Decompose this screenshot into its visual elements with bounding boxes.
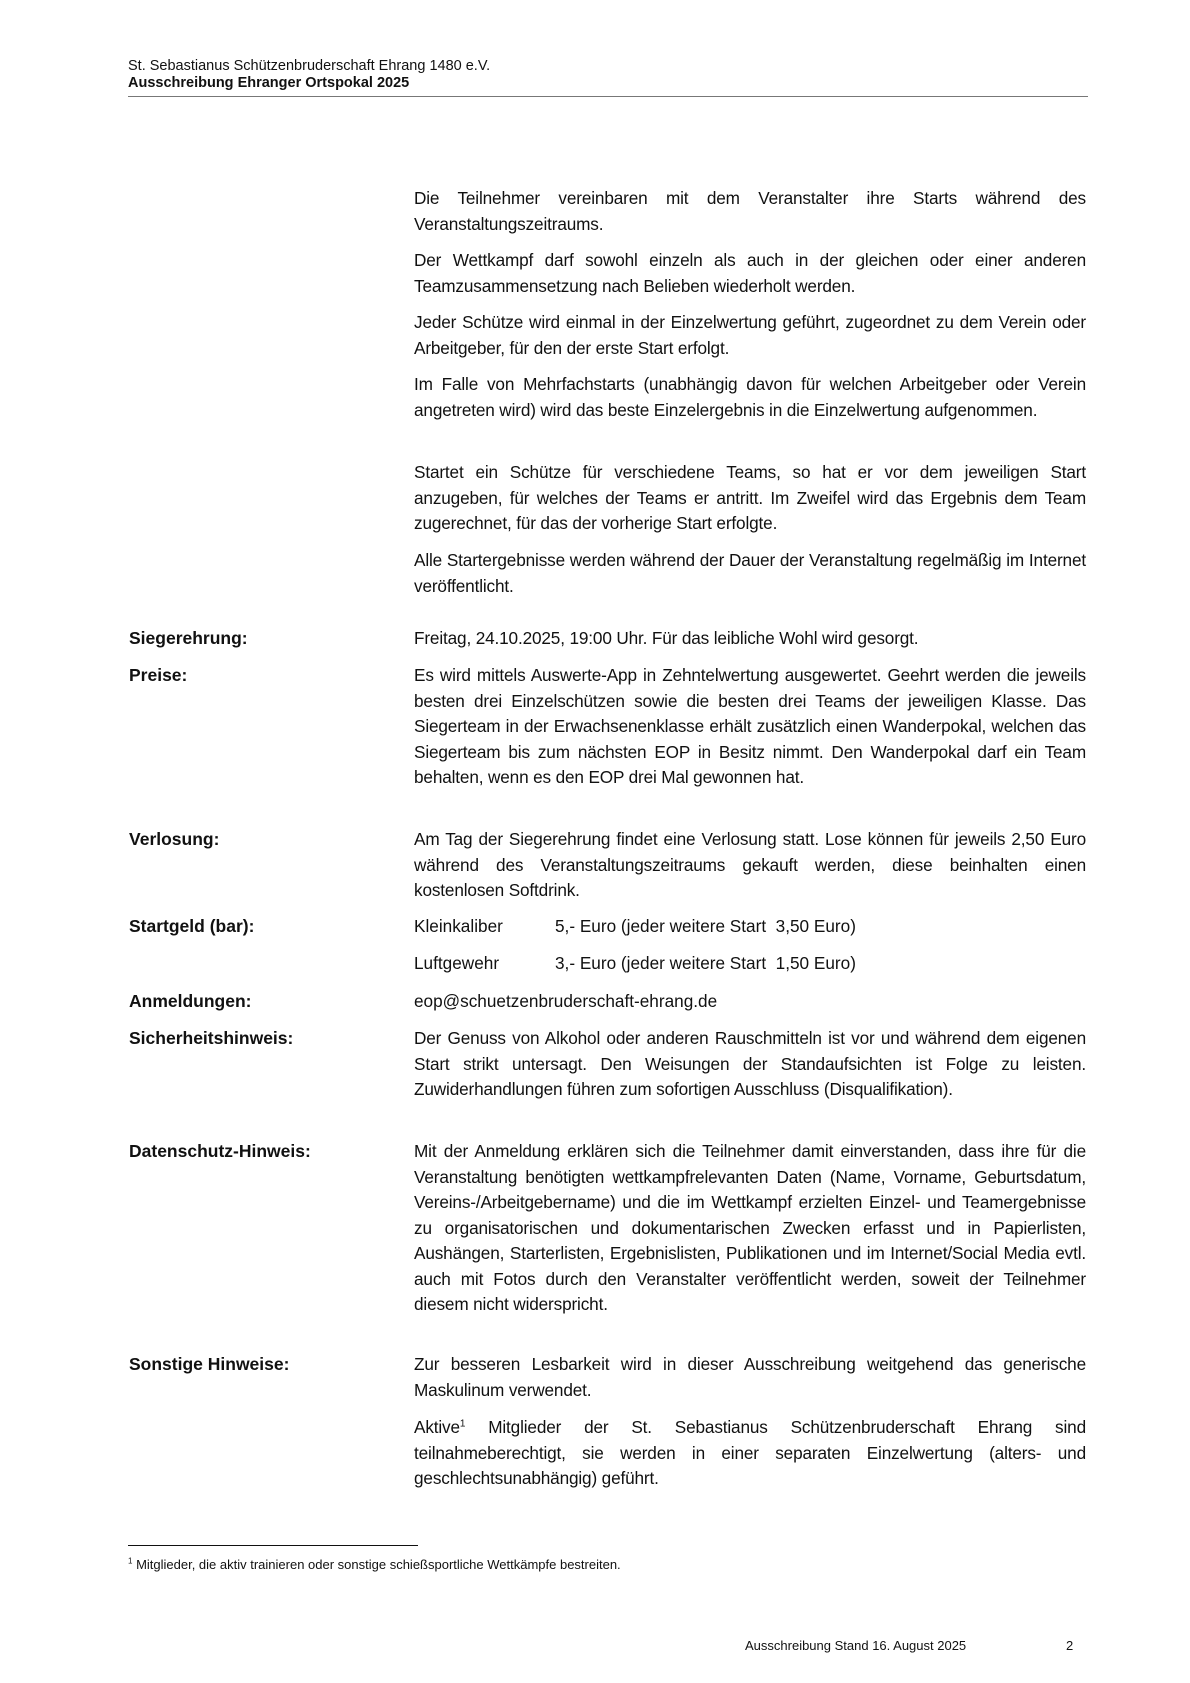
footnote-marker: 1 [128,1556,133,1566]
footer-stand: Ausschreibung Stand 16. August 2025 [745,1638,967,1653]
section-label-siegerehrung: Siegerehrung: [129,628,248,648]
fee-row-luftgewehr [414,951,856,976]
intro-paragraph: Die Teilnehmer vereinbaren mit dem Veranstalter ihre Starts während des Veranstaltungszeitraums. [414,188,1086,234]
page-number: 2 [1066,1638,1074,1653]
section-label-startgeld: Startgeld (bar): [129,916,255,936]
intro-paragraph: Im Falle von Mehrfachstarts (unabhängig davon für welchen Arbeitgeber oder Verein angetreten wird) wird das beste Einzelergebnis in die Einzelwertung aufgenommen. [414,374,1086,420]
fee-kind: Kleinkaliber [414,916,503,936]
footnote-text: Mitglieder, die aktiv trainieren oder sonstige schießsportliche Wettkämpfe bestreiten. [132,1557,621,1572]
section-label-sicherheit: Sicherheitshinweis: [129,1028,294,1048]
sonstige-rest: Mitglieder der St. Sebastianus Schützenbruderschaft Ehrang sind teilnahmeberechtigt, sie werden in einer separaten Einzelwertung (alters- und geschlechtsunabhängig) geführt. [414,1417,1086,1488]
verlosung-text: Am Tag der Siegerehrung findet eine Verlosung statt. Lose können für jeweils 2,50 Euro während des Veranstaltungszeitraums gekauft werden, diese beinhalten einen kostenlosen Softdrink. [414,829,1086,900]
datenschutz-text: Mit der Anmeldung erklären sich die Teilnehmer damit einverstanden, dass ihre für die Veranstaltung benötigten wettkampfrelevanten Daten (Name, Vorname, Geburtsdatum, Vereins-/Arbeitgebername) und die im Wettkampf erzielten Einzel- und Teamergebnisse zu organisatorischen und dokumentarischen Zwecken erfasst und in Papierlisten, Aushängen, Starterlisten, Ergebnislisten, Publikationen und im Internet/Social Media evtl. auch mit Fotos durch den Veranstalter veröffentlicht werden, soweit der Teilnehmer diesem nicht widerspricht. [414,1141,1086,1314]
sonstige-text-1: Zur besseren Lesbarkeit wird in dieser Ausschreibung weitgehend das generische Maskulinum verwendet. [414,1354,1086,1400]
sonstige-text-2 [414,1415,1086,1492]
intro-paragraph: Der Wettkampf darf sowohl einzeln als auch in der gleichen oder einer anderen Teamzusammensetzung nach Belieben wiederholt werden. [414,250,1086,296]
section-label-verlosung: Verlosung: [129,829,220,849]
document-title: Ausschreibung Ehranger Ortspokal 2025 [128,75,410,91]
fee-kind: Luftgewehr [414,953,500,973]
intro-paragraph: Jeder Schütze wird einmal in der Einzelwertung geführt, zugeordnet zu dem Verein oder Arbeitgeber, für den der erste Start erfolgt. [414,312,1086,358]
section-label-anmeldungen: Anmeldungen: [129,991,252,1011]
siegerehrung-text: Freitag, 24.10.2025, 19:00 Uhr. Für das leibliche Wohl wird gesorgt. [414,628,919,648]
footnote-divider [128,1545,418,1546]
sonstige-prefix: Aktive [414,1417,460,1437]
fee-price: 5,- Euro (jeder weitere Start 3,50 Euro) [555,916,856,936]
intro-paragraph: Startet ein Schütze für verschiedene Teams, so hat er vor dem jeweiligen Start anzugeben, für welches der Teams er antritt. Im Zweifel wird das Ergebnis dem Team zugerechnet, für das der vorherige Start erfolgte. [414,462,1086,533]
registration-email[interactable]: eop@schuetzenbruderschaft-ehrang.de [414,991,718,1011]
fee-price: 3,- Euro (jeder weitere Start 1,50 Euro) [555,953,856,973]
intro-paragraph: Alle Startergebnisse werden während der Dauer der Veranstaltung regelmäßig im Internet veröffentlicht. [414,550,1086,596]
preise-text: Es wird mittels Auswerte-App in Zehntelwertung ausgewertet. Geehrt werden die jeweils besten drei Einzelschützen sowie die besten drei Teams der jeweiligen Klasse. Das Siegerteam in der Erwachsenenklasse erhält zusätzlich einen Wanderpokal, welchen das Siegerteam bis zum nächsten EOP in Besitz nimmt. Den Wanderpokal darf ein Team behalten, wenn es den EOP drei Mal gewonnen hat. [414,665,1086,787]
page-header [128,58,1088,92]
header-divider [128,96,1088,97]
footnote-reference[interactable]: 1 [459,1418,466,1430]
section-label-preise: Preise: [129,665,188,685]
footnote [128,1556,621,1574]
organization-name: St. Sebastianus Schützenbruderschaft Ehrang 1480 e.V. [128,58,491,74]
fee-row-kleinkaliber [414,914,856,939]
section-label-datenschutz: Datenschutz-Hinweis: [129,1141,311,1161]
sicherheit-text: Der Genuss von Alkohol oder anderen Rauschmitteln ist vor und während dem eigenen Start strikt untersagt. Den Weisungen der Standaufsichten ist Folge zu leisten. Zuwiderhandlungen führen zum sofortigen Ausschluss (Disqualifikation). [414,1028,1086,1099]
section-label-sonstige: Sonstige Hinweise: [129,1354,290,1374]
